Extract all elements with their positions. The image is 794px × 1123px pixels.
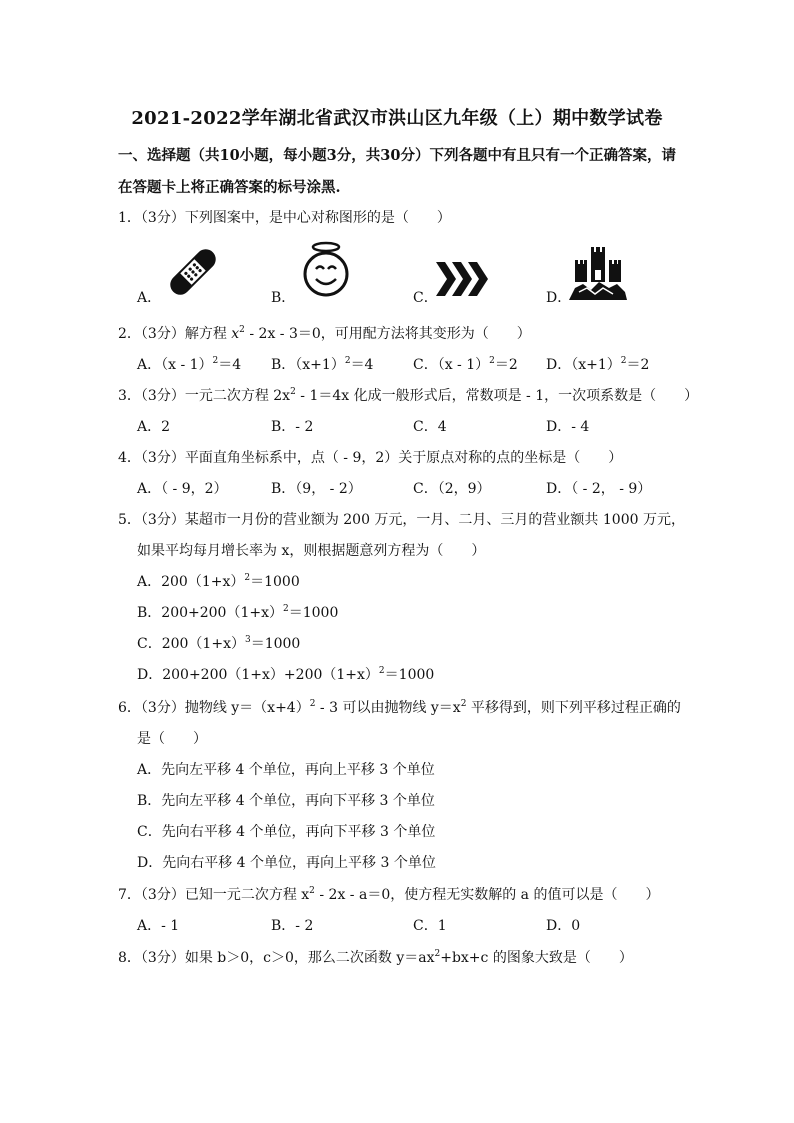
page-title: 2021-2022学年湖北省武汉市洪山区九年级（上）期中数学试卷: [131, 108, 663, 129]
question-8-stem: 8．（3分）如果 b＞0，c＞0，那么二次函数 $y=ax^2+bx+c$ 的图象大致是（ ）: [118, 949, 633, 966]
q5-option-a: A．$200(1+x)^2=1000$: [137, 573, 300, 590]
q3-option-a: A．2: [137, 419, 171, 435]
q6-option-d: D．先向右平移 4 个单位，再向上平移 3 个单位: [137, 855, 436, 871]
q2-option-a: A．（x - 1）$^2$＝4: [137, 356, 242, 373]
q1-option-a-label: A．: [137, 290, 162, 306]
bandage-icon: [163, 244, 223, 300]
q6-option-b: B．先向左平移 4 个单位，再向下平移 3 个单位: [137, 793, 435, 809]
section-heading-line1: 一、选择题（共10小题，每小题3分，共30分）下列各题中有且只有一个正确答案，请: [118, 147, 676, 164]
q4-option-d: D．（ - 2， - 9）: [546, 481, 652, 497]
q1-option-c-label: C．: [413, 290, 438, 306]
q6-option-a: A．先向左平移 4 个单位，再向上平移 3 个单位: [137, 762, 435, 778]
question-6-stem-line1: 6．（3分）抛物线 $y=(x+4)^2 - 3$ 可以由抛物线 $y=x^2$ 平移得到，则下列平移过程正确的: [118, 699, 681, 716]
q7-option-b: B．- 2: [271, 918, 314, 934]
q7-option-a: A．- 1: [137, 918, 180, 934]
q5-option-d: D．$200+200(1+x)+200(1+x)^2=1000$: [137, 666, 435, 683]
chevrons-right-icon: [436, 262, 488, 296]
q1-option-b-label: B．: [271, 290, 296, 306]
q7-option-c: C．1: [413, 918, 447, 934]
q3-option-c: C．4: [413, 419, 447, 435]
q7-option-d: D．0: [546, 918, 581, 934]
q3-option-d: D．- 4: [546, 419, 590, 435]
q5-option-c: C．$200(1+x)^3=1000$: [137, 635, 301, 652]
section-heading-line2: 在答题卡上将正确答案的标号涂黑.: [118, 179, 341, 196]
q3-option-b: B．- 2: [271, 419, 314, 435]
q5-option-b: B．$200+200(1+x)^2=1000$: [137, 604, 339, 621]
q2-option-c: C．（x - 1）$^2$＝2: [413, 356, 518, 373]
question-6-stem-line2: 是（ ）: [137, 731, 207, 747]
q6-option-c: C．先向右平移 4 个单位，再向下平移 3 个单位: [137, 824, 436, 840]
q2-option-b: B．$(x+1)^2=4$: [271, 356, 374, 373]
smiley-halo-icon: [300, 240, 352, 298]
question-5-stem-line1: 5．（3分）某超市一月份的营业额为 200 万元，一月、二月、三月的营业额共 1000 万元，: [118, 512, 685, 528]
q2-option-d: D．$(x+1)^2=2$: [546, 356, 650, 373]
q4-option-a: A．（ - 9，2）: [137, 481, 228, 497]
question-2-stem: 2．（3分）解方程 $x^2 - 2x - 3=0$，可用配方法将其变形为（ ）: [118, 325, 531, 342]
question-7-stem: 7．（3分）已知一元二次方程 $x^2 - 2x - a=0$，使方程无实数解的 a 的值可以是（ ）: [118, 886, 660, 903]
question-3-stem: 3．（3分）一元二次方程 $2x^2 - 1=4x$ 化成一般形式后，常数项是 - 1，一次项系数是（ ）: [118, 387, 699, 404]
q4-option-b: B．（9， - 2）: [271, 481, 362, 497]
q1-option-d-label: D．: [546, 290, 572, 306]
q4-option-c: C．（2，9）: [413, 481, 491, 497]
question-4-stem: 4．（3分）平面直角坐标系中，点（ - 9，2）关于原点对称的点的坐标是（ ）: [118, 450, 623, 466]
question-1-stem: 1．（3分）下列图案中，是中心对称图形的是（ ）: [118, 210, 451, 226]
castle-icon: [569, 244, 627, 300]
question-5-stem-line2: 如果平均每月增长率为 x，则根据题意列方程为（ ）: [137, 543, 486, 559]
